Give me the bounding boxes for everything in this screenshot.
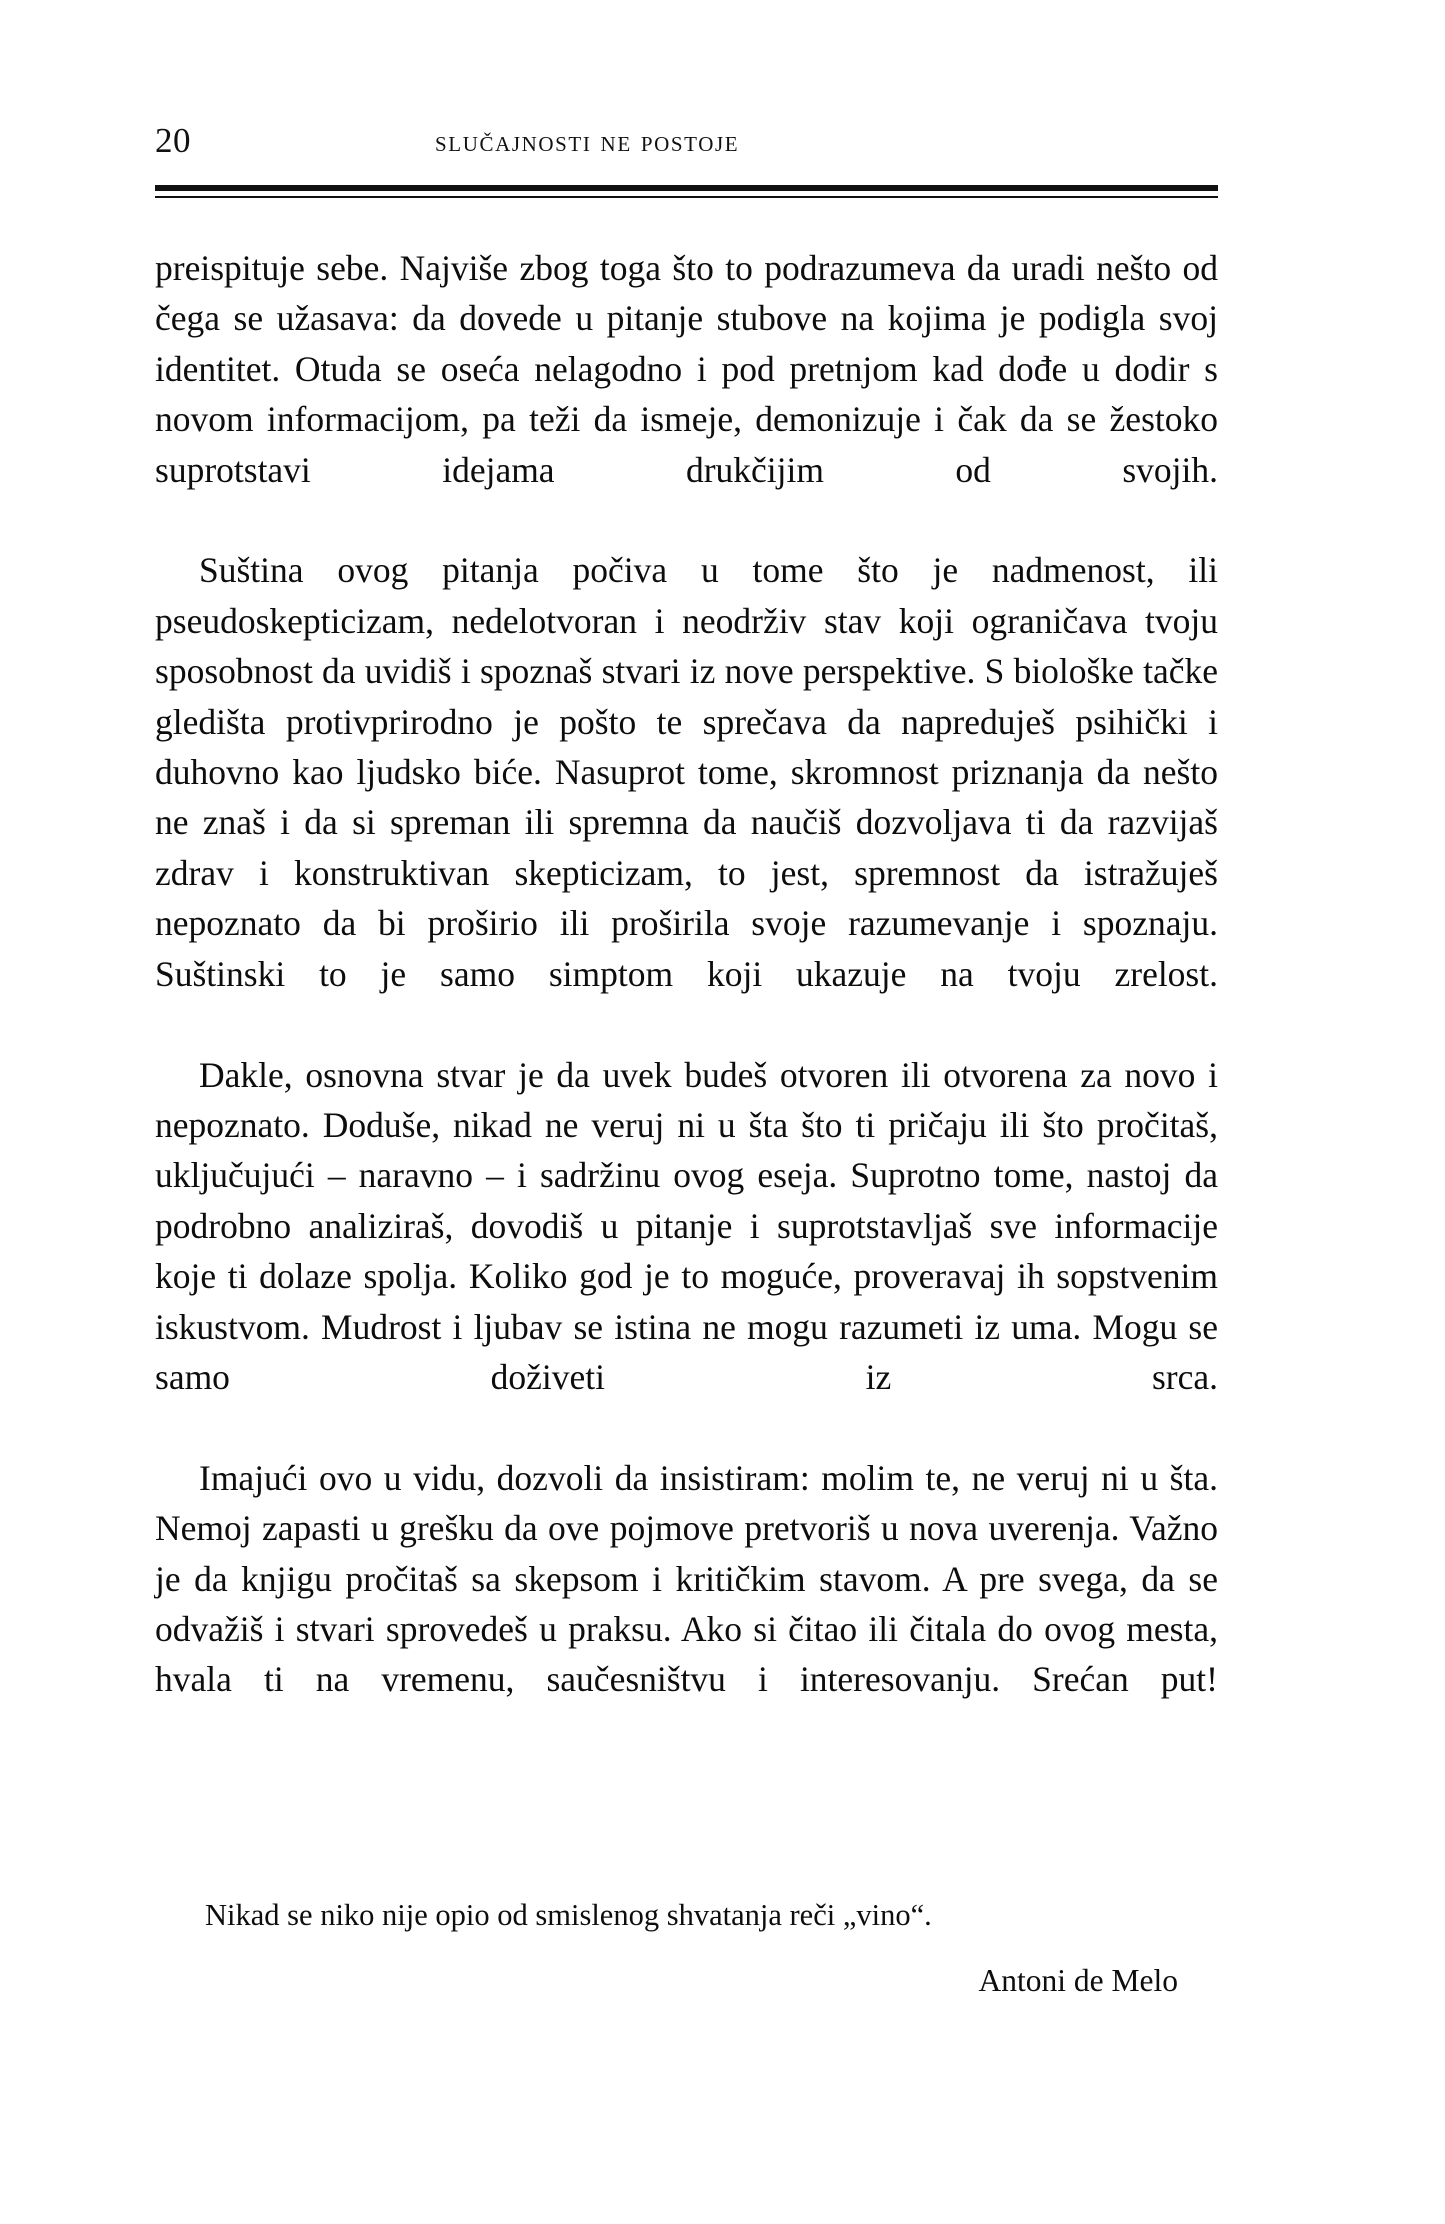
paragraph: Dakle, osnovna stvar je da uvek budeš otvoren ili otvorena za novo i nepoznato. Doduše, nikad ne veruj ni u šta što ti pričaju ili što pročitaš, uključujući – naravno – i sadržinu ovog eseja. Suprotno tome, nastoj da podrobno analiziraš, dovodiš u pitanje i suprotstavljaš sve informacije koje ti dolaze spolja. Koliko god je to moguće, proveravaj ih sopstvenim iskustvom. Mudrost i ljubav se istina ne mogu razumeti iz uma. Mogu se samo doživeti iz srca. [155,1054,1218,1397]
quote-attribution: Antoni de Melo [978,1963,1178,1998]
paragraph: Imajući ovo u vidu, dozvoli da insistiram: molim te, ne veruj ni u šta. Nemoj zapasti u grešku da ove pojmove pretvoriš u nova uverenja. Važno je da knjigu pročitaš sa skepsom i kritičkim stavom. A pre svega, da se odvažiš i stvari sprovedeš u praksu. Ako si čitao ili čitala do ovog mesta, hvala ti na vremenu, saučesništvu i interesovanju. Srećan put! [155,1457,1218,1700]
body-text [155,243,1218,1755]
paragraph: Suština ovog pitanja počiva u tome što je nadmenost, ili pseudoskepticizam, nedelotvoran i neodrživ stav koji ograničava tvoju sposobnost da uvidiš i spoznaš stvari iz nove perspektive. S biološke tačke gledišta protivprirodno je pošto te sprečava da napreduješ psihički i duhovno kao ljudsko biće. Nasuprot tome, skromnost priznanja da nešto ne znaš i da si spreman ili spremna da naučiš dozvoljava ti da razvijaš zdrav i konstruktivan skepticizam, to jest, spremnost da istražuješ nepoznato da bi proširio ili proširila svoje razumevanje i spoznaju. Suštinski to je samo simptom koji ukazuje na tvoju zrelost. [155,550,1218,994]
paragraph: preispituje sebe. Najviše zbog toga što to podrazumeva da uradi nešto od čega se užasava: da dovede u pitanje stubove na kojima je podigla svoj identitet. Otuda se oseća nelagodno i pod pretnjom kad dođe u dodir s novom informacijom, pa teži da ismeje, demonizuje i čak da se žestoko suprotstavi idejama drukčijim od svojih. [155,248,1218,490]
running-title: slučajnosti ne postoje [435,125,740,158]
running-header [155,118,1220,174]
closing-block [155,1893,1218,2003]
page-number: 20 [155,121,191,160]
closing-quote: Nikad se niko nije opio od smislenog shvatanja reči „vino“. [205,1898,932,1932]
header-rule-thin [155,196,1218,198]
header-rule [155,185,1218,198]
